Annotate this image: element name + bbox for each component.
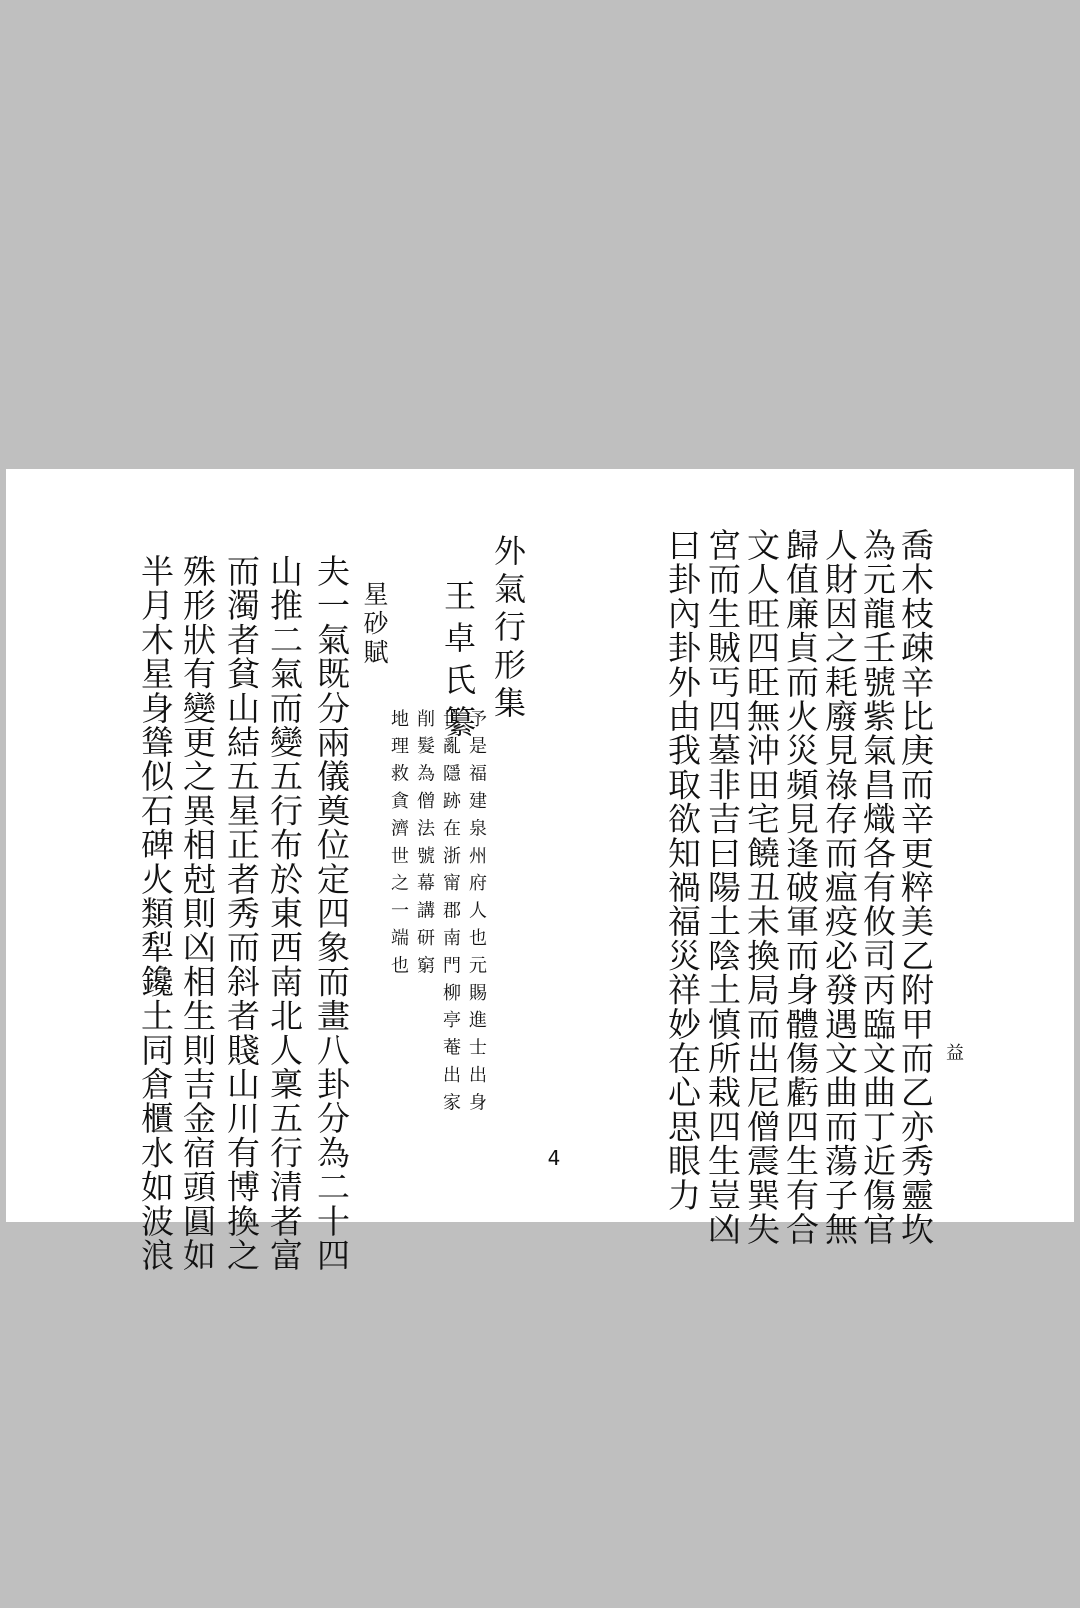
- author-note-column-3: 削髮為僧法號幕講研窮: [414, 709, 435, 983]
- left-page-column-2: 山推二氣而變五行布於東西南北人稟五行清者富: [265, 554, 304, 1273]
- left-page-column-1: 夫一氣既分兩儀奠位定四象而畫八卦分為二十四: [312, 554, 351, 1273]
- author-note-column-2: 世亂隱跡在浙甯郡南門柳亭菴出家: [440, 709, 461, 1120]
- left-page-column-5: 半月木星身聳似石碑火類犁鑱土同倉櫃水如波浪: [136, 554, 175, 1273]
- right-page-column-5: 文人旺四旺無沖田宅饒丑未換局而出尼僧震巽失: [742, 528, 781, 1247]
- interlinear-note: 益: [943, 1043, 964, 1061]
- left-page-column-4: 殊形狀有變更之異相尅則凶相生則吉金宿頭圓如: [178, 554, 217, 1273]
- right-page-column-6: 宮而生賊丐四墓非吉曰陽土陰土慎所栽四生豈凶: [703, 528, 742, 1247]
- right-page-column-1: 喬木枝疎辛比庚而辛更粹美乙附甲而乙亦秀靈坎: [896, 528, 935, 1247]
- section-title: 星砂賦: [360, 581, 389, 668]
- right-page-column-4: 歸值廉貞而火災頻見逢破軍而身體傷虧四生有合: [781, 528, 820, 1247]
- page-number: 4: [547, 1146, 561, 1170]
- right-page-column-7: 曰卦內卦外由我取欲知禍福災祥妙在心思眼力: [663, 528, 702, 1212]
- left-page-column-3: 而濁者貧山結五星正者秀而斜者賤山川有博換之: [222, 554, 261, 1273]
- author-note-column-4: 地理救貪濟世之一端也: [388, 709, 409, 983]
- right-page-column-3: 人財因之耗廢見祿存而瘟疫必發遇文曲而蕩子無: [820, 528, 859, 1247]
- book-spread: [6, 469, 1074, 1273]
- right-page-column-2: 為元龍壬號紫氣昌熾各有攸司丙臨文曲丁近傷官: [858, 528, 897, 1247]
- work-title: 外氣行形集: [489, 534, 527, 724]
- author-note-column-1: 予是福建泉州府人也元賜進士出身: [466, 709, 487, 1120]
- author-line: 王卓氏纂: [439, 579, 477, 747]
